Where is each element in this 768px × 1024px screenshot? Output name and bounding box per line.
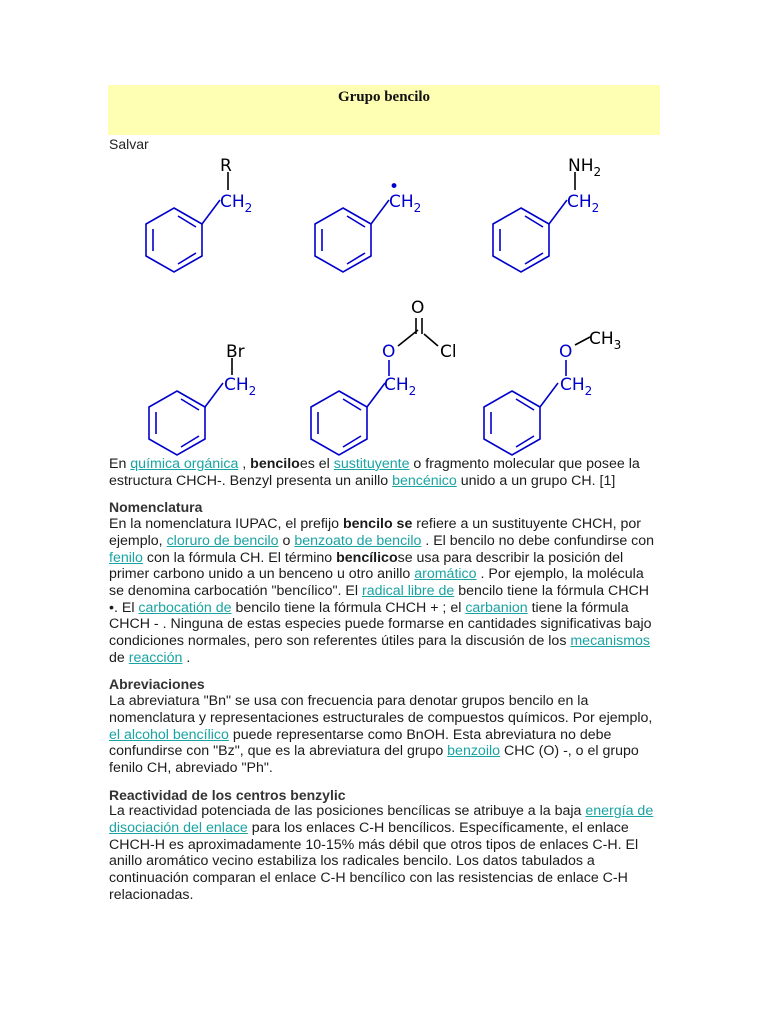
ch2-label-2: $CH_2$: [389, 192, 422, 215]
ch3-label: $CH_3$: [589, 329, 622, 352]
link-carbocation[interactable]: carbocatión de: [138, 599, 232, 616]
benzyl-r-structure: [146, 172, 228, 272]
ch2-label-5: $CH_2$: [384, 375, 417, 398]
heading-reactividad: Reactividad de los centros benzylic: [109, 786, 346, 803]
benzyl-methyl-ether-structure: [484, 337, 593, 455]
radical-dot: •: [389, 177, 400, 197]
br-label: Br: [226, 342, 245, 362]
carbonyl-o-label: O: [411, 298, 425, 318]
ether-o-label: O: [559, 342, 573, 362]
nh2-label: $NH_2$: [568, 156, 602, 179]
link-fenilo[interactable]: fenilo: [109, 549, 143, 566]
cl-label: Cl: [440, 342, 457, 362]
benzylamine-structure: [493, 172, 575, 272]
link-energia-disociacion[interactable]: energía de disociación del enlace: [109, 803, 654, 837]
page-title: Grupo bencilo: [337, 89, 431, 105]
heading-abreviaciones: Abreviaciones: [109, 676, 205, 693]
ester-o-label: O: [382, 342, 396, 362]
heading-nomenclatura: Nomenclatura: [109, 499, 203, 516]
link-aromatico[interactable]: aromático: [414, 566, 477, 583]
ch2-label-1: $CH_2$: [220, 192, 253, 215]
nomenclatura-paragraph: En la nomenclatura IUPAC, el prefijo bencilo se refiere a un sustituyente CHCH, por ejemplo, cloruro de bencilo o benzoato de bencilo . El bencilo no debe confundirse con fenilo con la fórmula CH. El término bencílicose usa para describir la posición del primer carbono unido a un benceno u otro anillo aromático . Por ejemplo, la molécula se denomina carbocatión "bencílico". El radical libre de bencilo tiene la fórmula CHCH •. El carbocatión de bencilo tiene la fórmula CHCH + ; el carbanion tiene la fórmula CHCH - . Ninguna de estas especies puede formarse en cantidades significativas bajo condiciones normales, pero son referentes útiles para la discusión de los mecanismos de reacción .: [109, 516, 655, 666]
link-cloruro-de-bencilo[interactable]: cloruro de bencilo: [166, 532, 279, 549]
intro-paragraph: En química orgánica , benciloes el sustituyente o fragmento molecular que posee la estructura CHCH-. Benzyl presenta un anillo bencénico unido a un grupo CH. [1]: [109, 456, 640, 489]
link-benzoato-de-bencilo[interactable]: benzoato de bencilo: [294, 532, 422, 549]
structures-figure: [0, 0, 768, 456]
ch2-label-3: $CH_2$: [567, 192, 600, 215]
link-mecanismos[interactable]: mecanismos: [570, 633, 650, 650]
link-benzoilo[interactable]: benzoilo: [447, 743, 501, 760]
ch2-label-4: $CH_2$: [224, 375, 257, 398]
benzyl-radical-structure: [315, 200, 389, 272]
ch2-label-6: $CH_2$: [560, 375, 593, 398]
link-bencenico[interactable]: bencénico: [392, 472, 457, 489]
link-sustituyente[interactable]: sustituyente: [333, 456, 410, 472]
benzyl-chloroformate-structure: [311, 318, 438, 455]
article-body: [109, 456, 657, 914]
link-alcohol-bencilico[interactable]: el alcohol bencílico: [109, 726, 229, 743]
link-quimica-organica[interactable]: química orgánica: [130, 456, 239, 472]
save-link[interactable]: Salvar: [109, 136, 149, 152]
r-label: R: [220, 156, 232, 176]
reactividad-paragraph: La reactividad potenciada de las posiciones bencílicas se atribuye a la baja energía de disociación del enlace para los enlaces C-H bencílicos. Específicamente, el enlace CHCH-H es aproximadamente 10-15% más débil que otros tipos de enlaces C-H. El anillo aromático vecino estabiliza los radicales bencilo. Los datos tabulados a continuación comparan el enlace C-H bencílico con las resistencias de enlace C-H relacionadas.: [109, 803, 654, 903]
link-radical-libre[interactable]: radical libre de: [361, 582, 455, 599]
benzyl-bromide-structure: [149, 358, 232, 455]
abreviaciones-paragraph: La abreviatura "Bn" se usa con frecuencia para denotar grupos bencilo en la nomenclatura y representaciones estructurales de compuestos químicos. Por ejemplo, el alcohol bencílico puede representarse como BnOH. Esta abreviatura no debe confundirse con "Bz", que es la abreviatura del grupo benzoilo CHC (O) -, o el grupo fenilo CH, abreviado "Ph".: [109, 693, 653, 776]
link-carbanion[interactable]: carbanion: [465, 599, 528, 616]
link-reaccion[interactable]: reacción: [128, 649, 183, 666]
